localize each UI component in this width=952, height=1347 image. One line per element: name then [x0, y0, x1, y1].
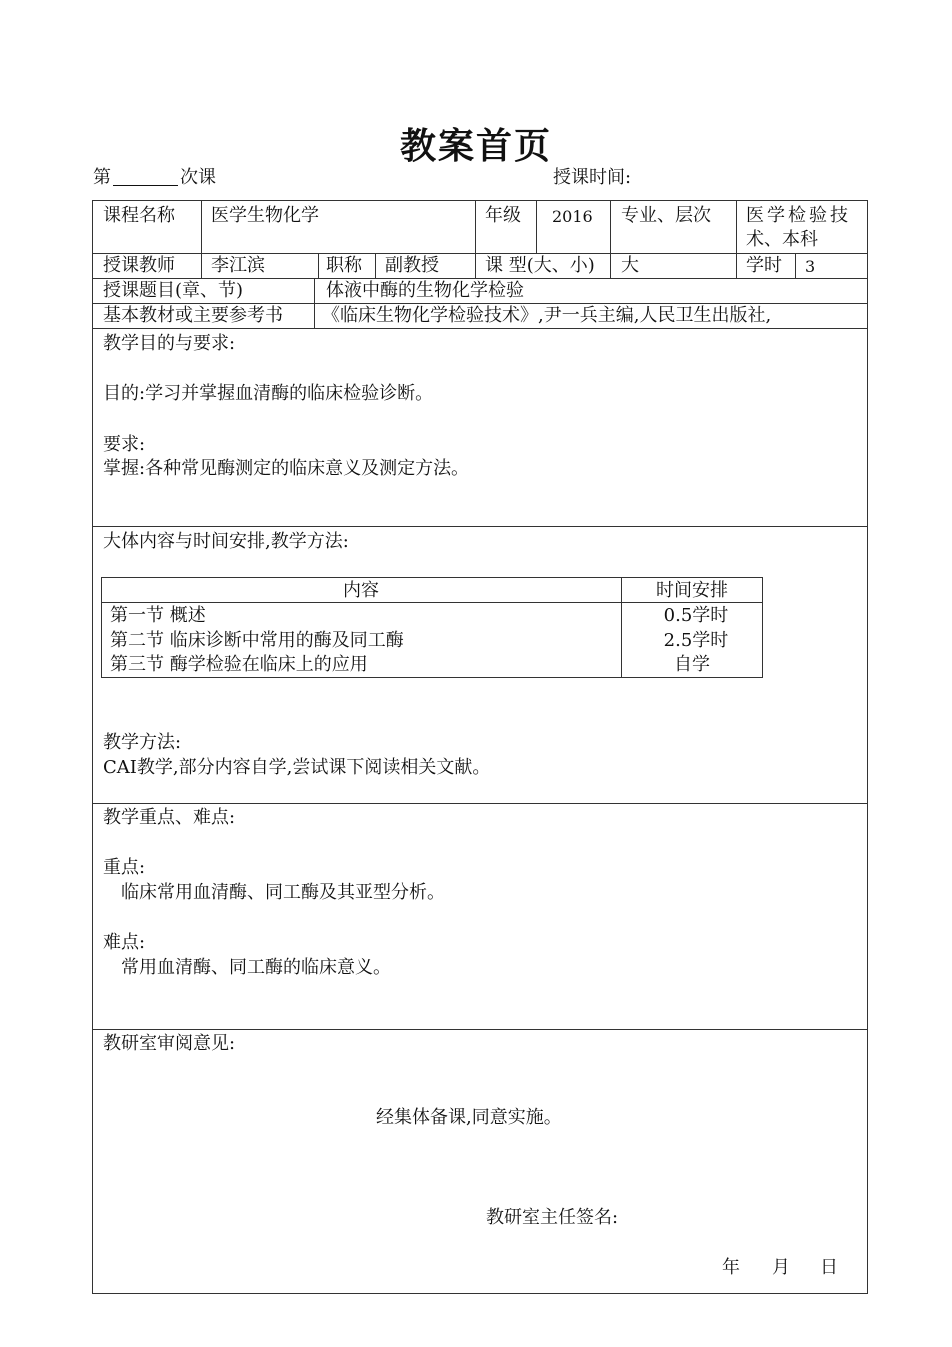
schedule-row-time: 2.5学时 — [663, 630, 729, 651]
objectives-heading: 教学目的与要求: — [103, 333, 236, 354]
schedule-row-time: 自学 — [674, 654, 710, 675]
key-text: 临床常用血清酶、同工酶及其亚型分析。 — [121, 882, 445, 903]
teacher-value: 李江滨 — [211, 255, 265, 276]
hours-label: 学时 — [746, 255, 782, 276]
topic-value: 体液中酶的生物化学检验 — [326, 280, 524, 301]
title-label: 职称 — [326, 255, 362, 276]
topic-label: 授课题目(章、节) — [103, 280, 244, 301]
date-month: 月 — [772, 1257, 790, 1278]
schedule-row-content: 第一节 概述 — [110, 605, 206, 626]
method-heading: 教学方法: — [103, 732, 182, 753]
schedule-row-time: 0.5学时 — [663, 605, 729, 626]
course-name-value: 医学生物化学 — [211, 205, 319, 226]
page-title: 教案首页 — [399, 126, 552, 167]
difficult-heading: 难点: — [103, 932, 146, 953]
grade-label: 年级 — [485, 205, 521, 226]
requirement-heading: 要求: — [103, 434, 146, 455]
schedule-row-content: 第二节 临床诊断中常用的酶及同工酶 — [110, 630, 404, 651]
objectives-purpose: 目的:学习并掌握血清酶的临床检验诊断。 — [103, 383, 434, 404]
col-divider — [475, 200, 476, 278]
lesson-plan-table — [92, 200, 868, 1294]
hours-value: 3 — [805, 257, 816, 276]
date-day: 日 — [820, 1257, 838, 1278]
schedule-header-time: 时间安排 — [656, 580, 728, 601]
col-divider — [375, 253, 376, 278]
content-heading: 大体内容与时间安排,教学方法: — [103, 531, 349, 552]
type-value: 大 — [621, 255, 639, 276]
grade-value: 2016 — [552, 207, 593, 226]
date-year: 年 — [722, 1257, 740, 1278]
col-divider — [318, 253, 319, 278]
difficult-text: 常用血清酶、同工酶的临床意义。 — [121, 957, 391, 978]
review-heading: 教研室审阅意见: — [103, 1033, 236, 1054]
section-divider — [92, 803, 868, 804]
row-divider — [92, 253, 868, 254]
method-text: CAI教学,部分内容自学,尝试课下阅读相关文献。 — [103, 757, 491, 778]
schedule-row-content: 第三节 酶学检验在临床上的应用 — [110, 654, 368, 675]
key-heading: 重点: — [103, 857, 146, 878]
col-divider — [536, 200, 537, 253]
lesson-prefix: 第 — [93, 167, 111, 188]
col-divider — [201, 200, 202, 278]
teacher-label: 授课教师 — [103, 255, 175, 276]
review-opinion: 经集体备课,同意实施。 — [376, 1107, 562, 1128]
teach-time-label: 授课时间: — [553, 167, 632, 188]
lesson-number-blank — [113, 185, 178, 186]
col-divider — [610, 200, 611, 278]
title-value: 副教授 — [385, 255, 439, 276]
col-divider — [314, 278, 315, 328]
row-divider — [92, 278, 868, 279]
keypoints-heading: 教学重点、难点: — [103, 807, 236, 828]
type-label: 课 型(大、小) — [485, 255, 595, 276]
section-divider — [92, 1029, 868, 1030]
textbook-value: 《临床生物化学检验技术》,尹一兵主编,人民卫生出版社, — [322, 305, 772, 326]
section-divider — [92, 526, 868, 527]
requirement-text: 掌握:各种常见酶测定的临床意义及测定方法。 — [103, 458, 470, 479]
row-divider — [92, 303, 868, 304]
major-value-line1: 医学检验技 — [746, 205, 851, 226]
schedule-header-divider — [101, 602, 763, 603]
col-divider — [736, 200, 737, 278]
textbook-label: 基本教材或主要参考书 — [103, 305, 283, 326]
major-label: 专业、层次 — [621, 205, 711, 226]
major-value-line2: 术、本科 — [746, 229, 818, 250]
row-divider — [92, 328, 868, 329]
course-name-label: 课程名称 — [103, 205, 175, 226]
col-divider — [795, 253, 796, 278]
lesson-suffix: 次课 — [180, 167, 216, 188]
signature-label: 教研室主任签名: — [486, 1207, 619, 1228]
schedule-header-content: 内容 — [343, 580, 379, 601]
